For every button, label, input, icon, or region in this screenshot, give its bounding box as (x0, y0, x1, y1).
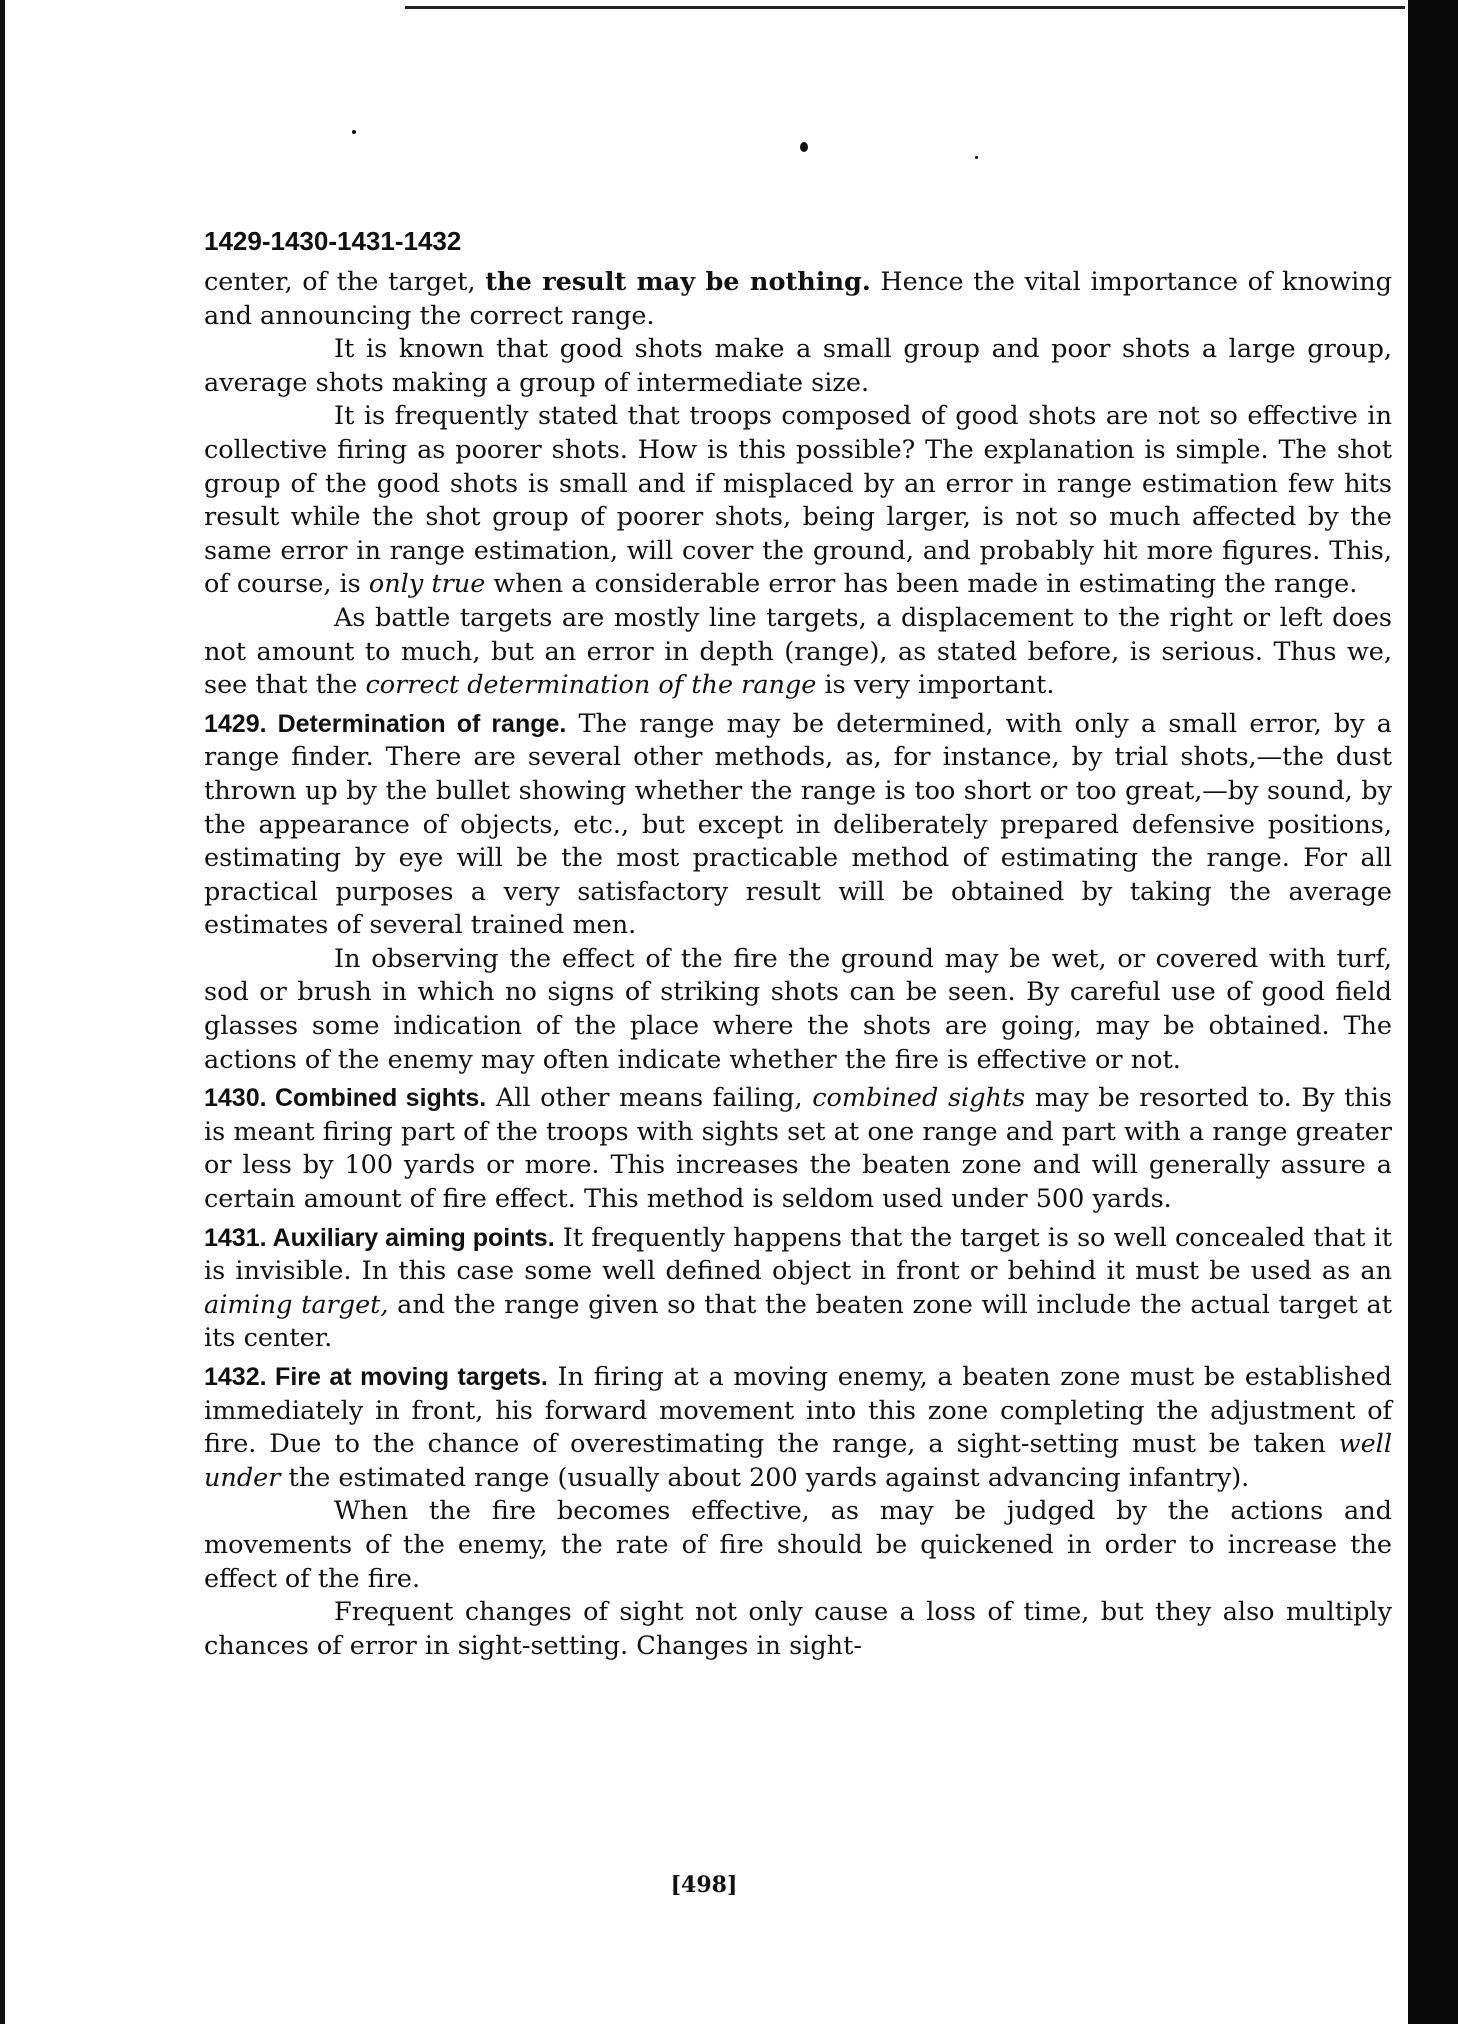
text-run: the estimated range (usually about 200 yards against advancing infantry). (280, 1462, 1250, 1493)
text-run: When the fire becomes effective, as may be judged by the actions and movements of the enemy, the rate of fire should be quickened in order to increase the effect of the fire. (204, 1496, 1392, 1594)
text-run: In firing at a moving enemy, a beaten zone must be established immediately in front, his forward movement into this zone completing the adjustment of fire. Due to the chance of overestimating the range, a sight-setting must be taken (204, 1362, 1392, 1460)
italic-text: correct determination of the range (365, 670, 817, 701)
paragraph (204, 333, 1392, 400)
italic-text: only true (368, 569, 486, 600)
paragraph (204, 602, 1392, 703)
scan-speck (352, 130, 356, 134)
scan-top-rule (405, 6, 1405, 9)
section-range-header: 1429-1430-1431-1432 (204, 226, 462, 256)
bold-text: the result may be nothing. (485, 267, 871, 297)
italic-text: combined sights (812, 1083, 1026, 1114)
scan-left-edge (0, 0, 5, 2024)
scan-right-edge (1408, 0, 1458, 2024)
section-heading: 1431. Auxiliary aiming points. (204, 1223, 555, 1252)
section-heading: 1429. Determination of range. (204, 709, 567, 738)
text-run: As battle targets are mostly line targets, a displacement to the right or left does not amount to much, but an error in depth (range), as stated before, is serious. Thus we, see that the (204, 602, 1392, 701)
text-run: All other means failing, (486, 1083, 813, 1114)
text-run: It is frequently stated that troops composed of good shots are not so effective in collective firing as poorer shots. How is this possible? The explanation is simple. The shot group of the good shots is small and if misplaced by an error in range estimation few hits result while the shot group of poorer shots, being larger, is not so much affected by the same error in range estimation, will cover the ground, and probably hit more figures. This, of course, is (204, 401, 1392, 600)
numbered-section-paragraph (204, 1082, 1392, 1216)
text-run: Hence the vital importance of knowing and announcing the correct range. (204, 267, 1392, 331)
section-heading: 1432. Fire at moving targets. (204, 1363, 548, 1391)
text-run: In observing the effect of the fire the ground may be wet, or covered with turf, sod or brush in which no signs of striking shots can be seen. By careful use of good field glasses some indication of the place where the shots are going, may be obtained. The actions of the enemy may often indicate whether the fire is effective or not. (204, 943, 1392, 1075)
text-run: center, of the target, (204, 267, 486, 297)
section-heading: 1430. Combined sights. (204, 1084, 487, 1113)
paragraph (204, 400, 1392, 602)
paragraph (204, 1495, 1392, 1596)
italic-text: aiming target, (204, 1289, 389, 1320)
numbered-section-paragraph (204, 708, 1392, 943)
text-run: when a considerable error has been made in estimating the range. (485, 569, 1358, 600)
numbered-section-paragraph (204, 1222, 1392, 1356)
text-run: It frequently happens that the target is so well concealed that it is invisible. In this case some well defined object in front or behind it must be used as an (204, 1222, 1392, 1287)
text-run: Frequent changes of sight not only cause a loss of time, but they also multiply chances of error in sight-setting. Changes in sight- (204, 1597, 1392, 1661)
text-run: may be resorted to. By this is meant firing part of the troops with sights set at one range and part with a range greater or less by 100 yards or more. This increases the beaten zone and will generally assure a certain amount of fire effect. This method is seldom used under 500 yards. (204, 1083, 1392, 1215)
paragraph (204, 943, 1392, 1077)
numbered-section-paragraph (204, 1361, 1392, 1495)
text-run: The range may be determined, with only a small error, by a range finder. There are several other methods, as, for instance, by trial shots,—the dust thrown up by the bullet showing whether the range is too short or too great,—by sound, by the appearance of objects, etc., but except in deliberately prepared defensive positions, estimating by eye will be the most practicable method of estimating the range. For all practical purposes a very satisfactory result will be obtained by taking the average estimates of several trained men. (204, 708, 1392, 941)
page-number: [498] (670, 1872, 738, 1898)
page-body (204, 266, 1392, 1663)
italic-text: well under (204, 1429, 1392, 1493)
scan-speck (800, 142, 808, 152)
scan-speck (975, 156, 978, 159)
paragraph (204, 1596, 1392, 1663)
text-run: and the range given so that the beaten zone will include the actual target at its center. (204, 1289, 1392, 1354)
text-run: is very important. (816, 670, 1055, 701)
paragraph (204, 266, 1392, 333)
text-run: It is known that good shots make a small group and poor shots a large group, average shots making a group of intermediate size. (204, 334, 1392, 398)
